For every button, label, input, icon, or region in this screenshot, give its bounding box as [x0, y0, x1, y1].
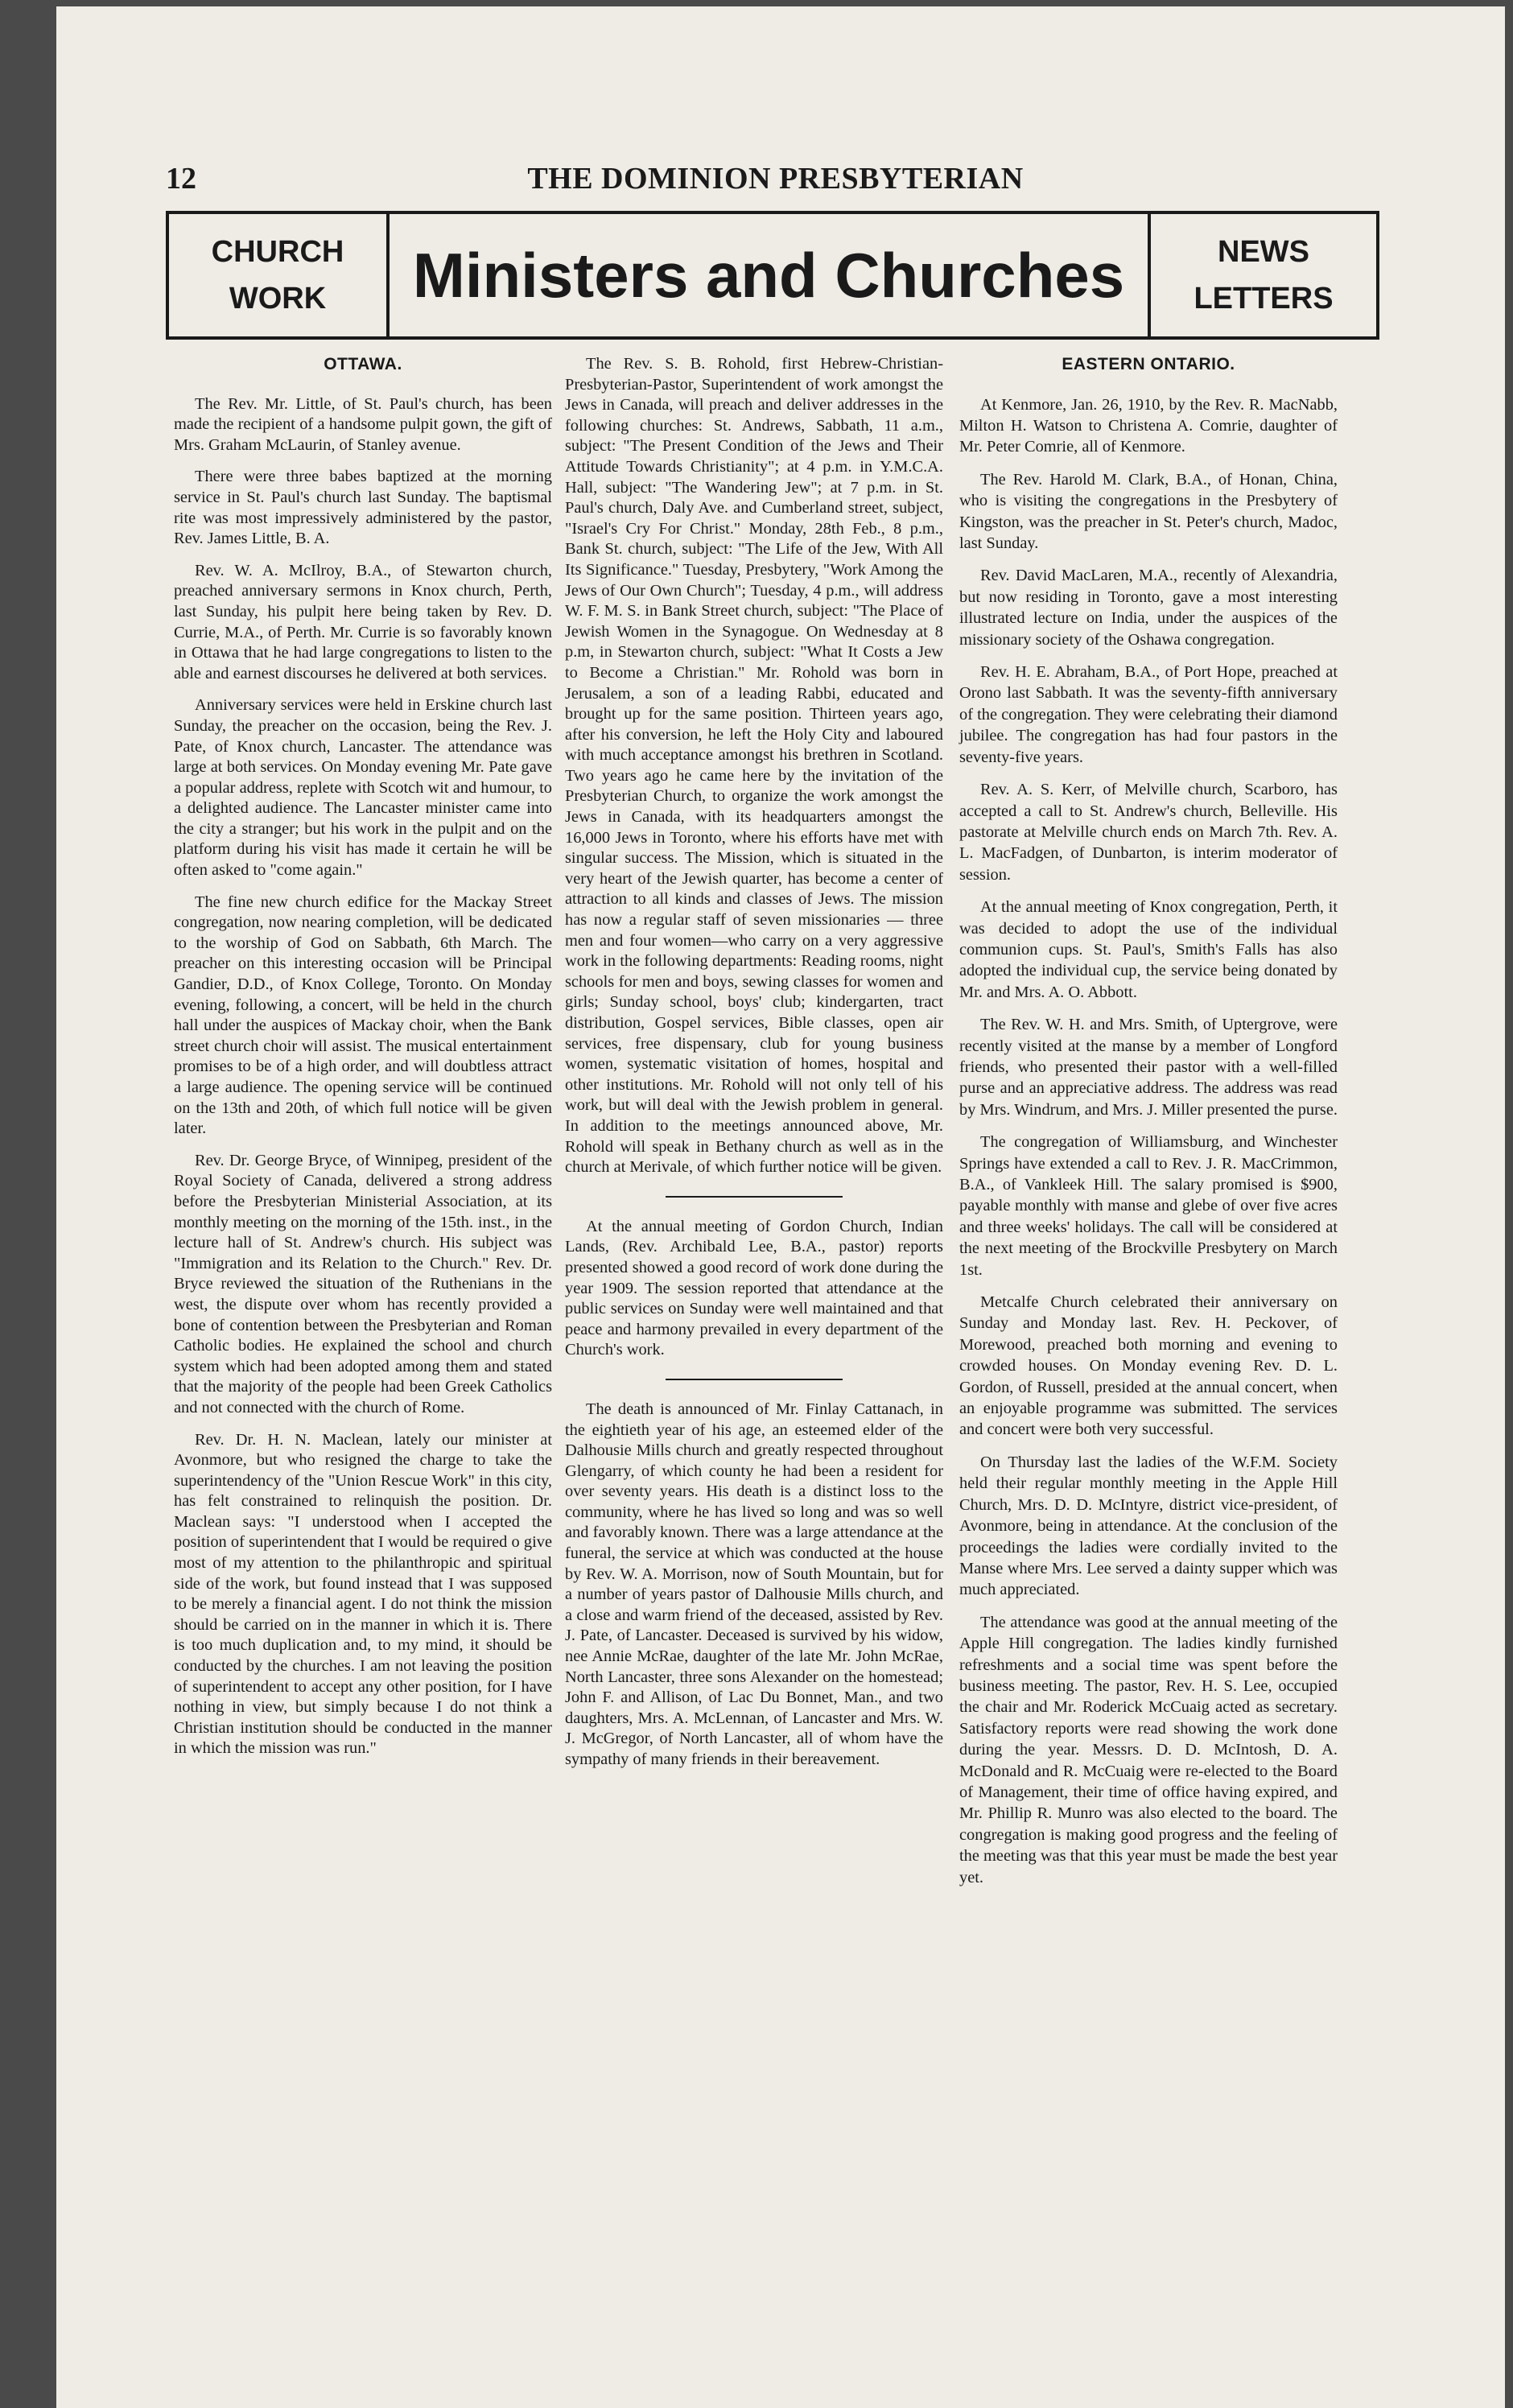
article-paragraph: Rev. W. A. McIlroy, B.A., of Stewarton church, preached anniversary sermons in Knox church, Perth, last Sunday, his pulpit here being taken by Rev. D. Currie, M.A., of Perth. Mr. Currie is so favorably known in Ottawa that he had large congregations to listen to the able and earnest discourses he delivered at both services.	[174, 561, 552, 682]
column-heading: EASTERN ONTARIO.	[1062, 355, 1235, 373]
divider-rule	[666, 1196, 843, 1198]
article-list	[565, 354, 943, 1178]
article-paragraph: Rev. David MacLaren, M.A., recently of Alexandria, but now residing in Toronto, gave a most interesting illustrated lecture on India, under the auspices of the missionary society of the Oshawa congregation.	[959, 567, 1338, 649]
church-work-box	[169, 214, 390, 336]
article-paragraph: At the annual meeting of Knox congregation, Perth, it was decided to adopt the use of the individual communion cups. St. Paul's, Smith's Falls has also adopted the individual cup, the service being donated by Mr. and Mrs. A. O. Abbott.	[959, 898, 1338, 1001]
page-number: 12	[166, 162, 196, 196]
news-letters-line-1: NEWS	[1218, 235, 1309, 269]
article-list	[565, 1217, 943, 1361]
article-list	[565, 1400, 943, 1771]
article-paragraph: On Thursday last the ladies of the W.F.M. Society held their regular monthly meeting in the Apple Hill Church, Mrs. D. D. McIntyre, district vice-president, of Avonmore, being in attendance. At the conclusion of the proceedings the ladies were cordially invited to the Manse where Mrs. Lee served a dainty supper which was much appreciated.	[959, 1453, 1338, 1599]
article-paragraph: The congregation of Williamsburg, and Winchester Springs have extended a call to Rev. J. R. MacCrimmon, B.A., of Vankleek Hill. The salary promised is $900, payable monthly with manse and glebe of over five acres and three weeks' holidays. The call will be considered at the next meeting of the Brockville Presbytery on March 1st.	[959, 1133, 1338, 1279]
column-eastern-ontario	[959, 354, 1338, 1899]
column-middle	[565, 354, 943, 1782]
article-paragraph: At Kenmore, Jan. 26, 1910, by the Rev. R. MacNabb, Milton H. Watson to Christena A. Comrie, daughter of Mr. Peter Comrie, all of Kenmore.	[959, 395, 1338, 456]
article-paragraph: Metcalfe Church celebrated their anniversary on Sunday and Monday last. Rev. H. Peckover, of Morewood, preached both morning and evening to crowded houses. On Monday evening Rev. D. L. Gordon, of Russell, presided at the annual concert, when an enjoyable programme was submitted. The services and concert were both very successful.	[959, 1293, 1338, 1439]
news-letters-box	[1148, 214, 1376, 336]
section-masthead	[166, 211, 1379, 340]
article-paragraph: Rev. H. E. Abraham, B.A., of Port Hope, preached at Orono last Sabbath. It was the seventy-fifth anniversary of the congregation. They were celebrating their diamond jubilee. The congregation has had four pastors in the seventy-five years.	[959, 663, 1338, 766]
news-letters-line-2: LETTERS	[1193, 282, 1334, 315]
article-paragraph: The Rev. Harold M. Clark, B.A., of Honan, China, who is visiting the congregations in the Presbytery of Kingston, was the preacher in St. Peter's church, Madoc, last Sunday.	[959, 470, 1338, 553]
publication-title: THE DOMINION PRESBYTERIAN	[527, 162, 1024, 196]
church-work-line-1: CHURCH	[211, 235, 344, 269]
article-paragraph: The Rev. S. B. Rohold, first Hebrew-Christian-Presbyterian-Pastor, Superintendent of work amongst the Jews in Canada, will preach and deliver addresses in the following churches: St. Andrews, Sabbath, 11 a.m., subject: "The Present Condition of the Jews and Their Attitude Towards Christianity"; at 4 p.m. in Y.M.C.A. Hall, subject: "The Wandering Jew"; at 7 p.m. in St. Paul's church, Daly Ave. and Cumberland street, subject, "Israel's Cry For Christ." Monday, 28th Feb., 8 p.m., Bank St. church, subject: "The Life of the Jew, With All Its Significance." Tuesday, Presbytery, "Work Among the Jews of Our Own Church"; Tuesday, 4 p.m., will address W. F. M. S. in Bank Street church, subject: "The Place of Jewish Women in the Synagogue. On Wednesday at 8 p.m, in Stewarton church, subject: "What It Costs a Jew to Become a Christian." Mr. Rohold was born in Jerusalem, a son of a leading Rabbi, educated and brought up for the same position. Thirteen years ago, after his conversion, he left the Holy City and laboured with much acceptance amongst his brethren in Scotland. Two years ago he came here by the invitation of the Presbyterian Church, to organize the work amongst the Jews in Canada, with its headquarters amongst the 16,000 Jews in Toronto, where his efforts have met with singular success. The Mission, which is situated in the very heart of the Jewish quarter, has become a center of attraction to all kinds and classes of Jews. The mission has now a regular staff of seven missionaries — three men and four women—who carry on a very aggressive work in the following departments: Reading rooms, night schools for men and boys, sewing classes for women and girls; Sunday school, boys' club; kindergarten, tract distribution, Gospel services, Bible classes, open air services, free dispensary, club for young business women, systematic visitation of homes, hospital and other institutions. Mr. Rohold will not only tell of his work, but will deal with the Jewish problem in general. In addition to the meetings announced above, Mr. Rohold will speak in Bethany church as well as in the church at Merivale, of which further notice will be given.	[565, 355, 943, 1177]
article-paragraph: The Rev. W. H. and Mrs. Smith, of Uptergrove, were recently visited at the manse by a member of Longford friends, who presented their pastor with a well-filled purse and an appreciative address. The address was read by Mrs. Windrum, and Mrs. J. Miller presented the purse.	[959, 1016, 1338, 1119]
article-paragraph: Rev. Dr. George Bryce, of Winnipeg, president of the Royal Society of Canada, delivered a strong address before the Presbyterian Ministerial Association, at its monthly meeting on the morning of the 15th. inst., in the lecture hall of St. Andrew's church. His subject was "Immigration and its Relation to the Church." Rev. Dr. Bryce reviewed the situation of the Ruthenians in the west, the dispute over whom has recently provided a bone of contention between the Presbyterian and Roman Catholic bodies. He explained the school and church system which had been adopted among them and stated that the majority of the people had been Greek Catholics and not connected with the church of Rome.	[174, 1151, 552, 1416]
article-paragraph: At the annual meeting of Gordon Church, Indian Lands, (Rev. Archibald Lee, B.A., pastor) reports presented showed a good record of work done during the year 1909. The session reported that attendance at the public services on Sunday were well maintained and that peace and harmony prevailed in every department of the Church's work.	[565, 1217, 943, 1359]
article-paragraph: Rev. A. S. Kerr, of Melville church, Scarboro, has accepted a call to St. Andrew's church, Belleville. His pastorate at Melville church ends on March 7th. Rev. A. L. MacFadgen, of Dunbarton, is interim moderator of session.	[959, 781, 1338, 884]
church-work-line-2: WORK	[229, 282, 327, 315]
article-paragraph: There were three babes baptized at the morning service in St. Paul's church last Sunday. The baptismal rite was most impressively administered by the pastor, Rev. James Little, B. A.	[174, 468, 552, 548]
newspaper-page	[56, 6, 1505, 2408]
article-list	[174, 394, 552, 1759]
article-list	[959, 394, 1338, 1888]
article-paragraph: Rev. Dr. H. N. Maclean, lately our minister at Avonmore, but who resigned the charge to take the superintendency of the "Union Rescue Work" in this city, has felt constrained to relinquish the position. Dr. Maclean says: "I understood when I accepted the position of superintendent that I would be required o give most of my attention to the philanthropic and spiritual side of the work, but found instead that I was supposed to be merely a financial agent. I do not think the mission should be carried on in the manner in which it is. There is too much duplication and, to my mind, it should be conducted by the churches. I am not leaving the position of superintendent to accept any other position, for I have nothing in view, but simply because I do not think a Christian institution should be conducted in the manner in which the mission was run."	[174, 1430, 552, 1758]
divider-rule	[666, 1379, 843, 1380]
article-paragraph: The fine new church edifice for the Mackay Street congregation, now nearing completion, will be dedicated to the worship of God on Sabbath, 6th March. The preacher on this interesting occasion will be Principal Gandier, D.D., of Knox College, Toronto. On Monday evening, following, a concert, will be held in the church hall under the auspices of Mackay choir, when the Bank street church choir will assist. The musical entertainment promises to be of a high order, and will doubtless attract a large audience. The opening service will be continued on the 13th and 20th, of which full notice will be given later.	[174, 893, 552, 1138]
article-paragraph: The attendance was good at the annual meeting of the Apple Hill congregation. The ladies kindly furnished refreshments and a social time was spent before the business meeting. The pastor, Rev. H. S. Lee, occupied the chair and Mr. Roderick McCuaig acted as secretary. Satisfactory reports were read showing the work done during the year. Messrs. D. D. McIntosh, D. A. McDonald and R. McCuaig were re-elected to the Board of Management, their time of office having expired, and Mr. Phillip R. Munro was also elected to the board. The congregation is making good progress and the feeling of the meeting was that this year must be made the best year yet.	[959, 1613, 1338, 1886]
page-header	[166, 161, 1385, 198]
article-paragraph: Anniversary services were held in Erskine church last Sunday, the preacher on the occasion, being the Rev. J. Pate, of Knox church, Lancaster. The attendance was large at both services. On Monday evening Mr. Pate gave a popular address, replete with Scotch wit and humour, to a delighted audience. The Lancaster minister came into the city a stranger; but his work in the pulpit and on the platform during his visit has made it certain he will be often asked to "come again."	[174, 696, 552, 880]
column-ottawa	[174, 354, 552, 1771]
section-title: Ministers and Churches	[412, 239, 1125, 311]
article-paragraph: The Rev. Mr. Little, of St. Paul's church, has been made the recipient of a handsome pulpit gown, the gift of Mrs. Graham McLaurin, of Stanley avenue.	[174, 394, 552, 454]
article-paragraph: The death is announced of Mr. Finlay Cattanach, in the eightieth year of his age, an esteemed elder of the Dalhousie Mills church and greatly respected throughout Glengarry, of which county he had been a resident for over seventy years. His death is a distinct loss to the community, where he has lived so long and was so well and favorably known. There was a large attendance at the funeral, the service at which was conducted at the house by Rev. W. A. Morrison, now of South Mountain, but for a number of years pastor of Dalhousie Mills church, and a close and warm friend of the deceased, assisted by Rev. J. Pate, of Lancaster. Deceased is survived by his widow, nee Annie McRae, daughter of the late Mr. John McRae, North Lancaster, three sons Alexander on the homestead; John F. and Allison, of Lac Du Bonnet, Man., and two daughters, Mrs. A. McLennan, of Lancaster and Mrs. W. J. McGregor, of North Lancaster, all of whom have the sympathy of many friends in their bereavement.	[565, 1400, 943, 1768]
column-heading: OTTAWA.	[324, 355, 402, 373]
